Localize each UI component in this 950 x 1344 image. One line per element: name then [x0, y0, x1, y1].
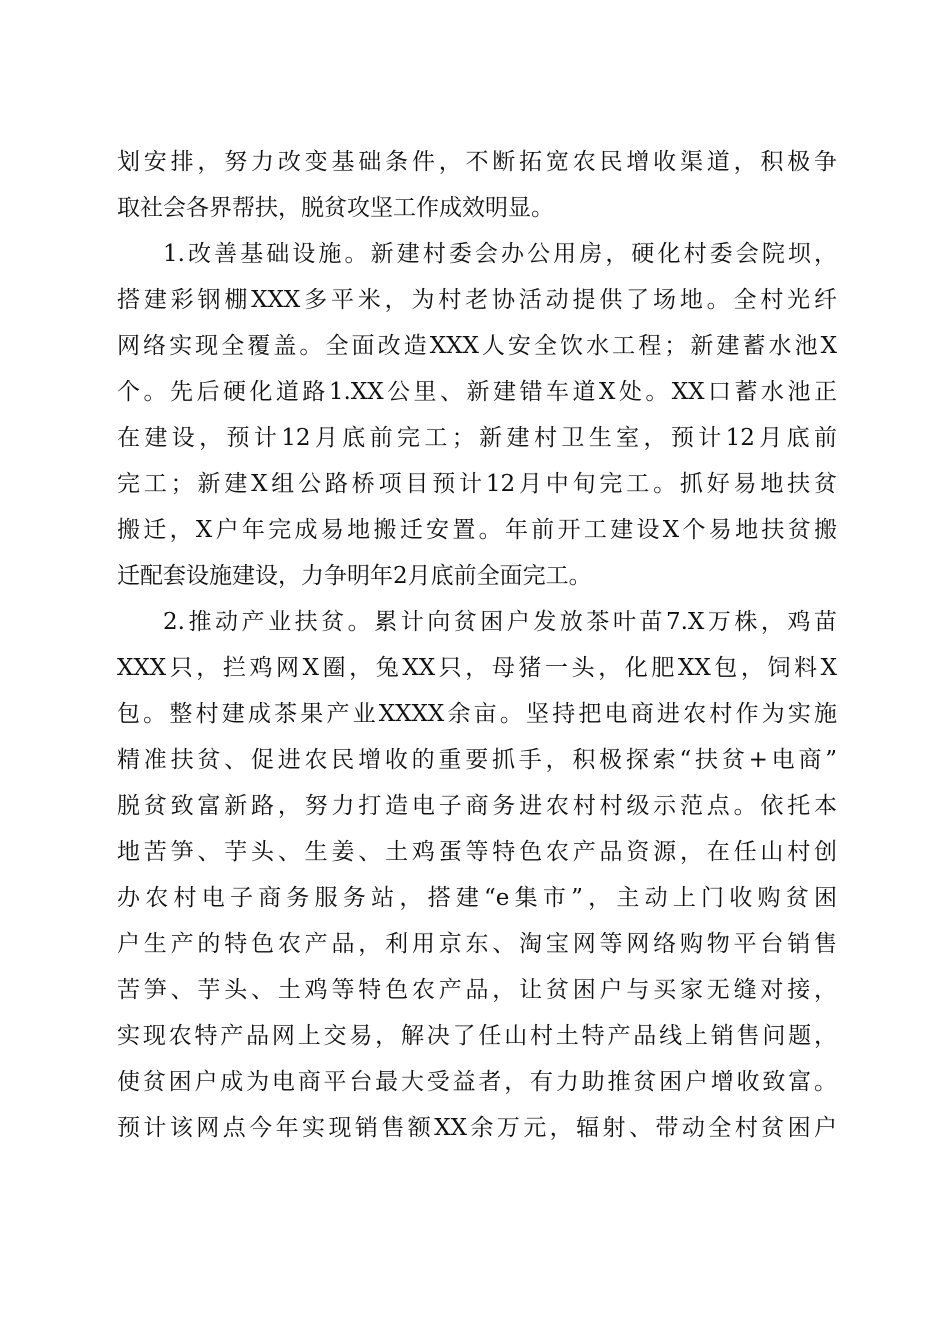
text-line-16: 地苦笋、芋头、生姜、土鸡蛋等特色农产品资源，在任山村创: [117, 839, 837, 865]
text-line-4: 搭建彩钢棚XXX多平米，为村老协活动提供了场地。全村光纤: [117, 287, 837, 313]
text-line-2: 取社会各界帮扶，脱贫攻坚工作成效明显。: [117, 195, 554, 221]
text-line-1: 划安排，努力改变基础条件，不断拓宽农民增收渠道，积极争: [117, 149, 837, 175]
text-line-20: 实现农特产品网上交易，解决了任山村土特产品线上销售问题，: [117, 1023, 837, 1049]
text-line-14: 精准扶贫、促进农民增收的重要抓手，积极探索“扶贫+电商”: [117, 747, 837, 773]
text-line-17: 办农村电子商务服务站，搭建“e集市”，主动上门收购贫困: [117, 885, 837, 911]
text-line-9: 搬迁，X户年完成易地搬迁安置。年前开工建设X个易地扶贫搬: [117, 517, 837, 543]
text-line-8: 完工；新建X组公路桥项目预计12月中旬完工。抓好易地扶贫: [117, 471, 837, 497]
text-line-13: 包。整村建成茶果产业XXXX余亩。坚持把电商进农村作为实施: [117, 701, 837, 727]
text-line-19: 苦笋、芋头、土鸡等特色农产品，让贫困户与买家无缝对接，: [117, 977, 837, 1003]
text-line-21: 使贫困户成为电商平台最大受益者，有力助推贫困户增收致富。: [117, 1069, 837, 1095]
text-line-22: 预计该网点今年实现销售额XX余万元，辐射、带动全村贫困户: [117, 1115, 837, 1141]
text-line-15: 脱贫致富新路，努力打造电子商务进农村村级示范点。依托本: [117, 793, 837, 819]
text-line-7: 在建设，预计12月底前完工；新建村卫生室，预计12月底前: [117, 425, 837, 451]
text-line-5: 网络实现全覆盖。全面改造XXX人安全饮水工程；新建蓄水池X: [117, 333, 837, 359]
text-line-10: 迁配套设施建设，力争明年2月底前全面完工。: [117, 563, 592, 589]
text-line-11: 2.推动产业扶贫。累计向贫困户发放茶叶苗7.X万株，鸡苗: [163, 609, 837, 635]
text-line-3: 1.改善基础设施。新建村委会办公用房，硬化村委会院坝，: [163, 241, 837, 267]
text-line-18: 户生产的特色农产品，利用京东、淘宝网等网络购物平台销售: [117, 931, 837, 957]
text-line-6: 个。先后硬化道路1.XX公里、新建错车道X处。XX口蓄水池正: [117, 379, 837, 405]
text-line-12: XXX只，拦鸡网X圈，兔XX只，母猪一头，化肥XX包，饲料X: [117, 655, 837, 681]
